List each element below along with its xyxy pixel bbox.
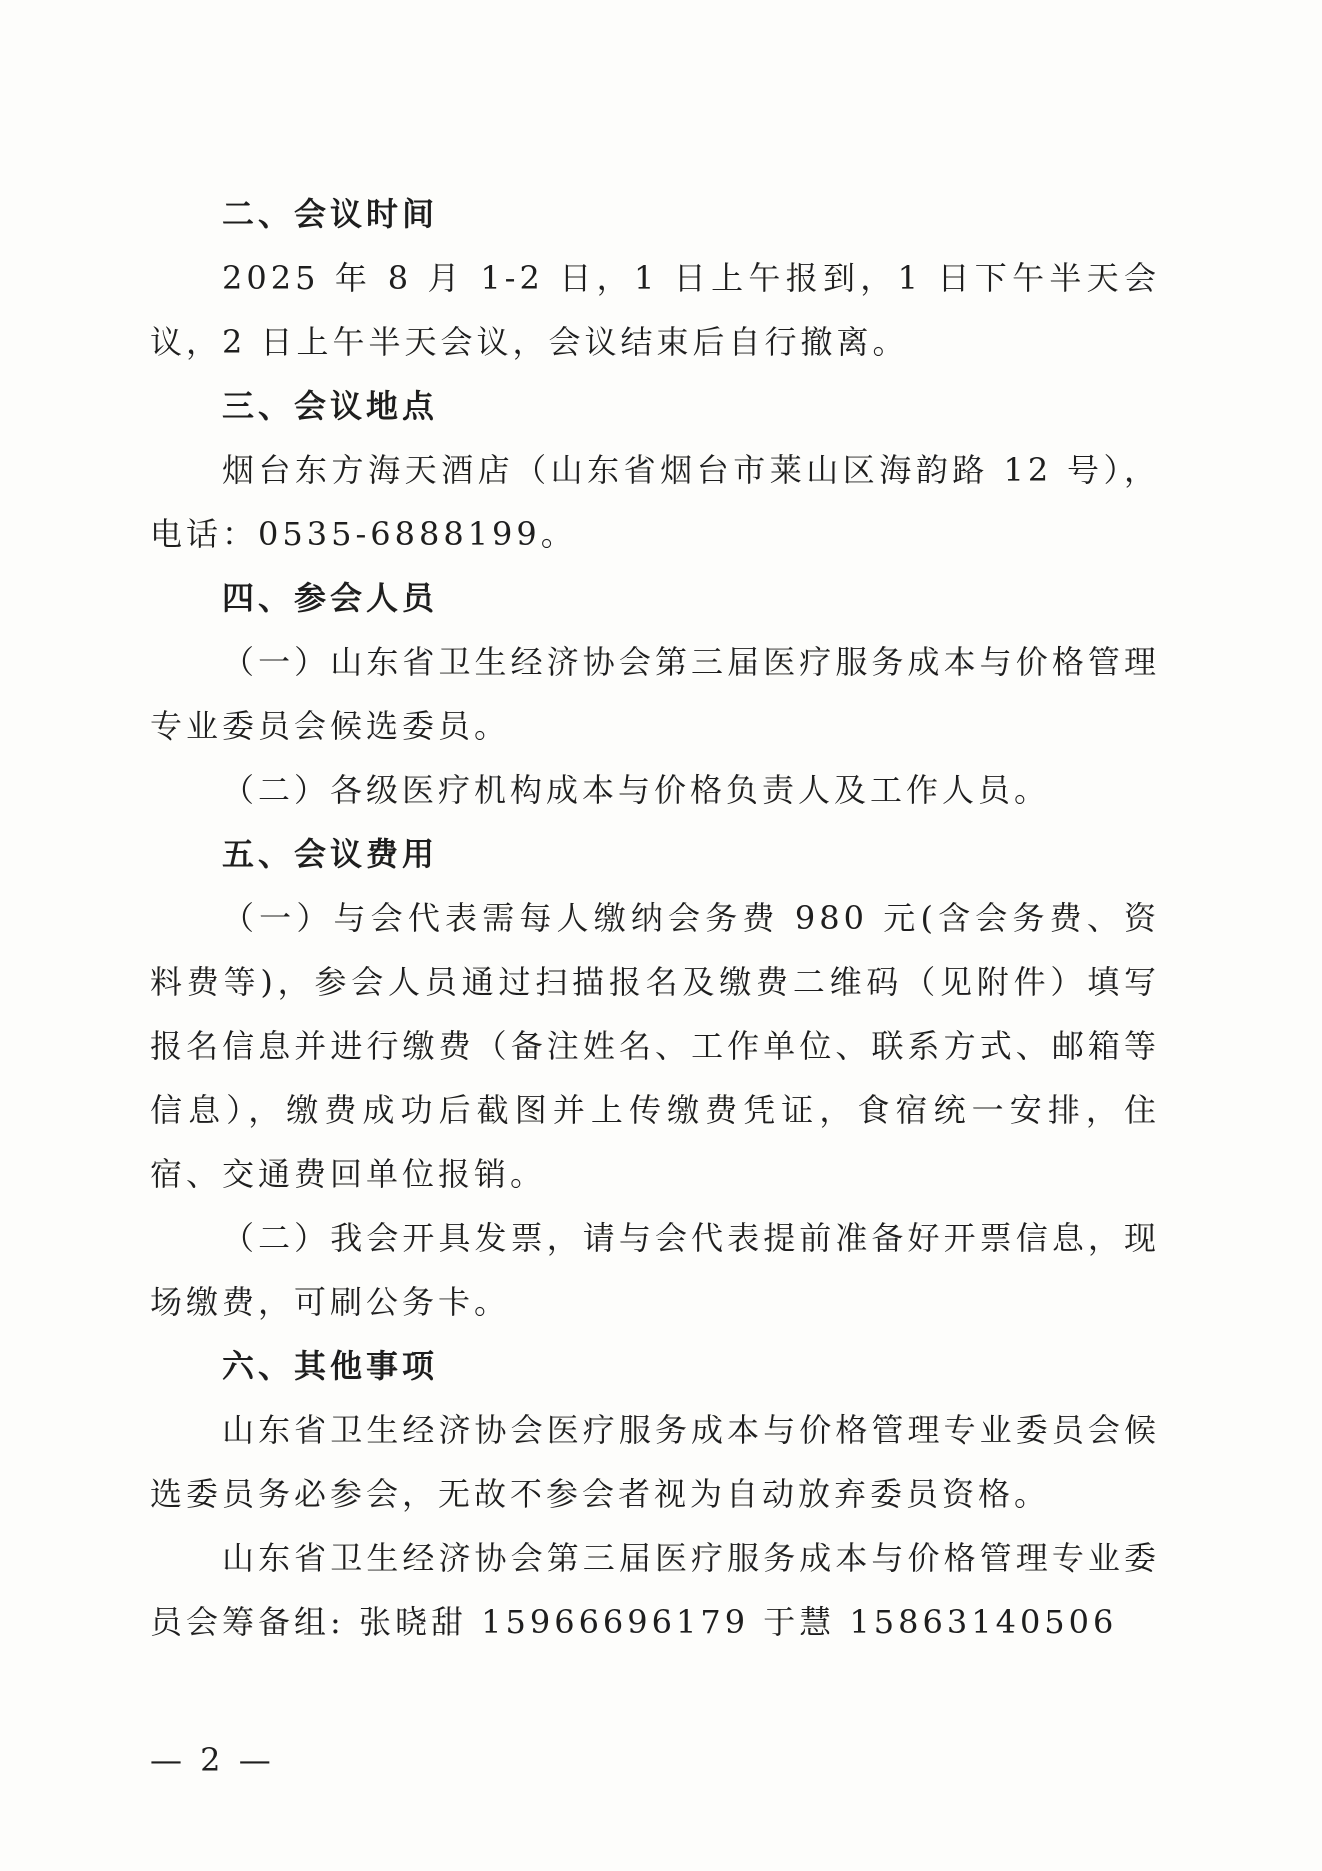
- para-attendees-1: （一）山东省卫生经济协会第三届医疗服务成本与价格管理专业委员会候选委员。: [150, 643, 1160, 745]
- section-heading-other-matters: 六、其他事项: [222, 1347, 439, 1385]
- para-contacts: 山东省卫生经济协会第三届医疗服务成本与价格管理专业委员会筹备组: 张晓甜 15966696179 于慧 15863140506: [150, 1539, 1160, 1641]
- para-meeting-location: 烟台东方海天酒店（山东省烟台市莱山区海韵路 12 号），电话：0535-6888199。: [150, 451, 1160, 553]
- section-heading-meeting-time: 二、会议时间: [222, 195, 439, 233]
- para-other-1: 山东省卫生经济协会医疗服务成本与价格管理专业委员会候选委员务必参会，无故不参会者视为自动放弃委员资格。: [150, 1411, 1160, 1513]
- section-heading-attendees: 四、参会人员: [222, 579, 439, 617]
- document-body: [150, 182, 1160, 1654]
- para-fees-1: （一）与会代表需每人缴纳会务费 980 元(含会务费、资料费等)，参会人员通过扫描报名及缴费二维码（见附件）填写报名信息并进行缴费（备注姓名、工作单位、联系方式、邮箱等信息），缴费成功后截图并上传缴费凭证，食宿统一安排，住宿、交通费回单位报销。: [150, 899, 1160, 1193]
- section-heading-meeting-location: 三、会议地点: [222, 387, 439, 425]
- para-attendees-2: （二）各级医疗机构成本与价格负责人及工作人员。: [222, 771, 1051, 809]
- para-meeting-time: 2025 年 8 月 1-2 日，1 日上午报到，1 日下午半天会议，2 日上午半天会议，会议结束后自行撤离。: [150, 259, 1160, 361]
- para-fees-2: （二）我会开具发票，请与会代表提前准备好开票信息，现场缴费，可刷公务卡。: [150, 1219, 1160, 1321]
- section-heading-meeting-fees: 五、会议费用: [222, 835, 439, 873]
- page-number: — 2 —: [150, 1741, 275, 1779]
